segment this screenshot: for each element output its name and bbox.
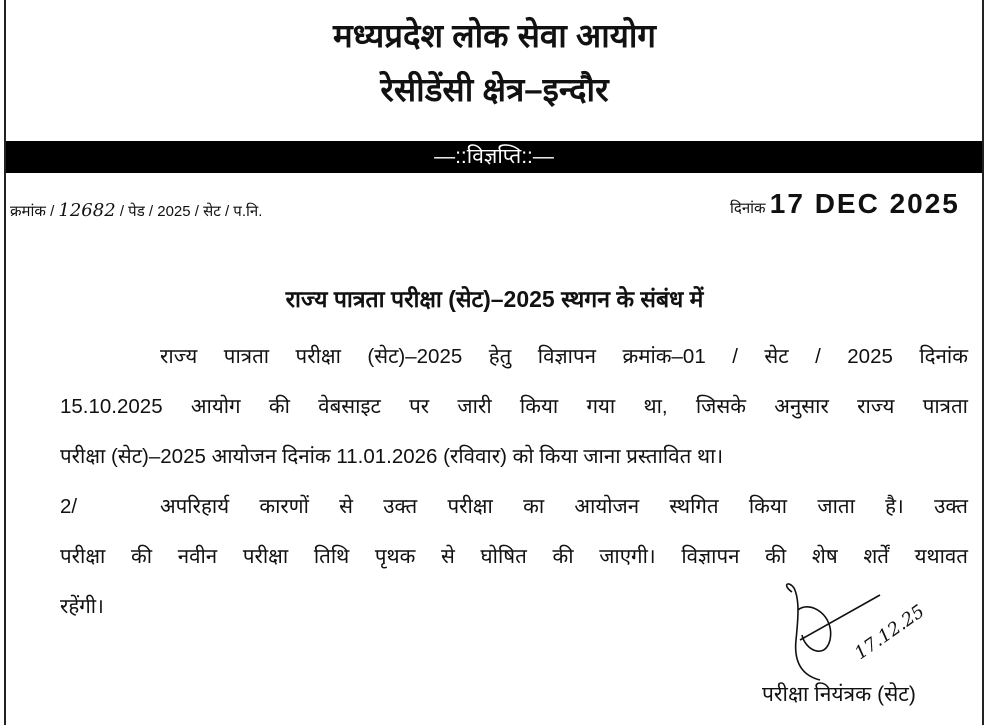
reference-number <box>10 200 262 221</box>
body-line: परीक्षा की नवीन परीक्षा तिथि पृथक से घोषित की जाएगी। विज्ञापन की शेष शर्तें यथावत <box>60 545 968 568</box>
body-line: अपरिहार्य कारणों से उक्त परीक्षा का आयोजन स्थगित किया जाता है। उक्त <box>160 495 968 518</box>
date-label: दिनांक <box>730 200 766 217</box>
handwritten-reference-number: 12682 <box>58 200 116 221</box>
notice-label: —::विज्ञप्ति::— <box>434 145 554 168</box>
paragraph-number: 2/ <box>60 495 78 518</box>
reference-suffix: / पेड / 2025 / सेट / प.नि. <box>119 203 263 220</box>
organization-name: मध्यप्रदेश लोक सेवा आयोग <box>333 17 656 54</box>
signatory-designation: परीक्षा नियंत्रक (सेट) <box>762 683 916 706</box>
notice-subject: राज्य पात्रता परीक्षा (सेट)–2025 स्थगन के संबंध में <box>285 286 704 312</box>
body-line: परीक्षा (सेट)–2025 आयोजन दिनांक 11.01.2026 (रविवार) को किया जाना प्रस्तावित था। <box>60 445 724 468</box>
body-line: रहेंगी। <box>60 595 104 618</box>
reference-prefix: क्रमांक / <box>10 203 55 220</box>
signature-image <box>780 580 950 690</box>
body-line: 15.10.2025 आयोग की वेबसाइट पर जारी किया गया था, जिसके अनुसार राज्य पात्रता <box>60 395 968 418</box>
date-stamp: 17 DEC 2025 <box>769 188 960 219</box>
notice-date <box>730 188 960 220</box>
body-line: राज्य पात्रता परीक्षा (सेट)–2025 हेतु विज्ञापन क्रमांक–01 / सेट / 2025 दिनांक <box>160 345 968 368</box>
notice-banner <box>6 141 982 173</box>
signature-date: 17.12.25 <box>850 600 929 665</box>
organization-address: रेसीडेंसी क्षेत्र–इन्दौर <box>380 71 609 108</box>
